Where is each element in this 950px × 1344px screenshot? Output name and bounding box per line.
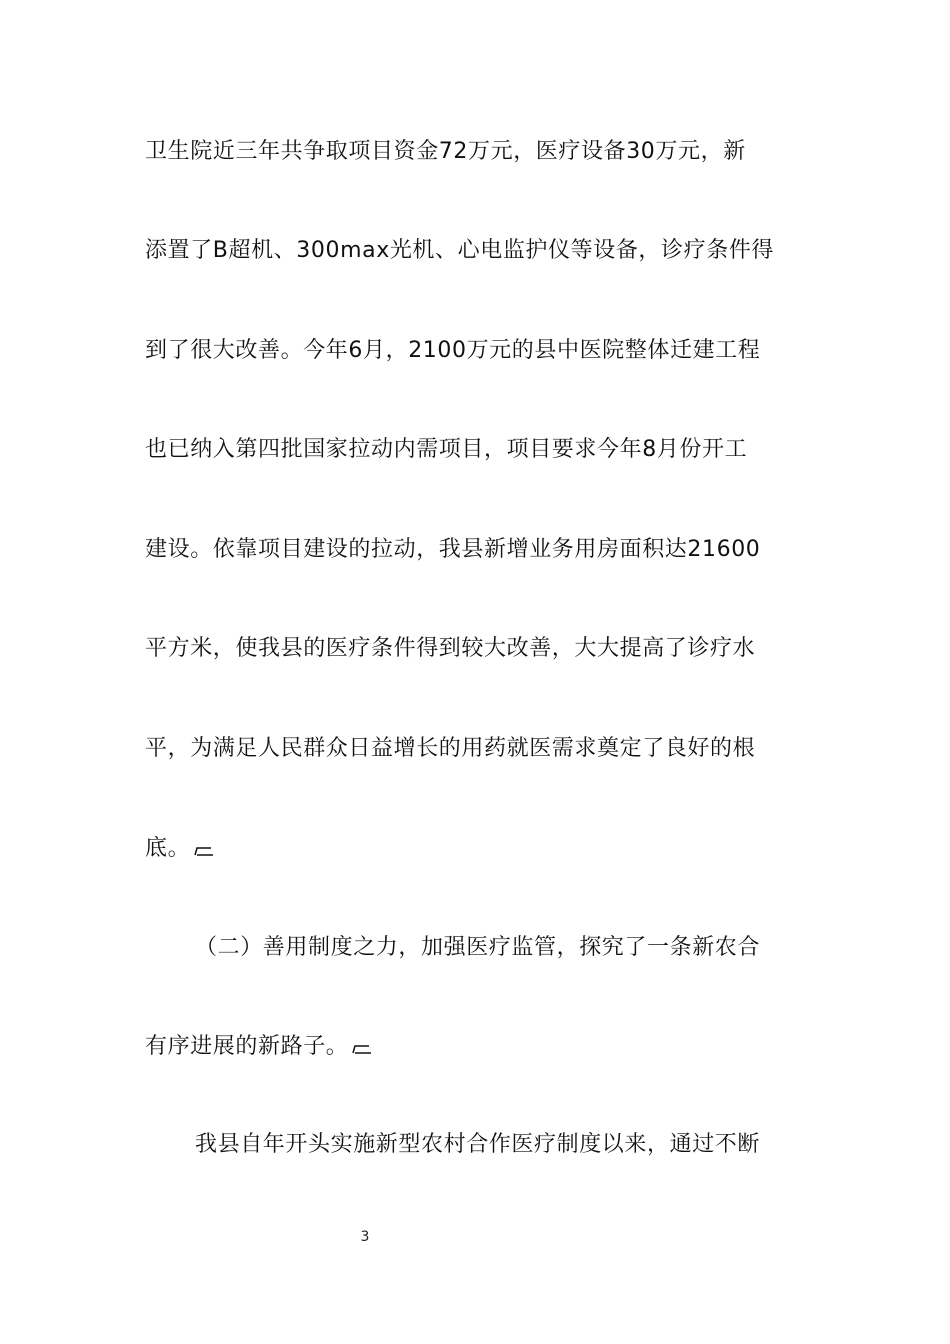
body-text-line: 平，为满足人民群众日益增长的用药就医需求奠定了良好的根 — [145, 736, 756, 761]
body-text-line: 也已纳入第四批国家拉动内需项目，项目要求今年8月份开工 — [145, 437, 748, 462]
section-heading-text: 有序进展的新路子。 — [145, 1034, 349, 1059]
body-text-line: 到了很大改善。今年6月，2100万元的县中医院整体迁建工程 — [145, 338, 761, 363]
paragraph-mark-icon — [352, 1044, 372, 1054]
page-number: 3 — [360, 1229, 370, 1245]
body-text-line: 我县自年开头实施新型农村合作医疗制度以来，通过不断 — [195, 1132, 761, 1157]
body-text-line: 平方米，使我县的医疗条件得到较大改善，大大提高了诊疗水 — [145, 636, 756, 661]
body-text-line-with-paragraph-mark — [145, 834, 810, 864]
body-text: 底。 — [145, 836, 191, 861]
body-text-line: 卫生院近三年共争取项目资金72万元，医疗设备30万元，新 — [145, 139, 746, 164]
paragraph-mark-icon — [194, 846, 214, 856]
section-heading-line-with-paragraph-mark — [145, 1032, 810, 1062]
section-heading-line: （二）善用制度之力，加强医疗监管，探究了一条新农合 — [195, 935, 761, 960]
body-text-line: 添置了B超机、300max光机、心电监护仪等设备，诊疗条件得 — [145, 238, 775, 263]
body-text-line: 建设。依靠项目建设的拉动，我县新增业务用房面积达21600 — [145, 537, 761, 562]
